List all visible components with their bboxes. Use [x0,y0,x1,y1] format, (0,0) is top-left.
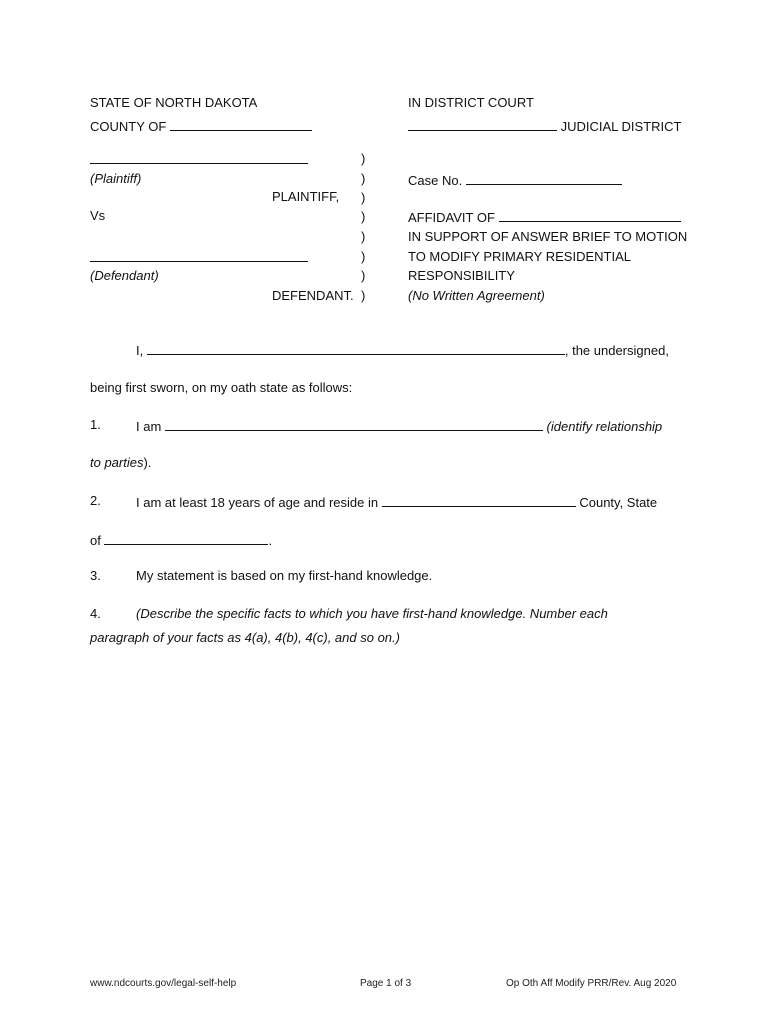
case-number-line [408,171,622,189]
sworn-statement: being first sworn, on my oath state as follows: [90,380,353,395]
paragraph-2-number: 2. [90,493,101,508]
affiant-full-name-blank[interactable] [147,341,565,355]
paragraph-1 [136,417,662,435]
county-residence-blank[interactable] [382,493,576,507]
plaintiff-label: (Plaintiff) [90,171,142,186]
paragraph-3-number: 3. [90,568,101,583]
court-heading: IN DISTRICT COURT [408,95,534,110]
affidavit-title-line3: RESPONSIBILITY [408,268,515,283]
plaintiff-name-blank[interactable] [90,150,308,164]
paragraph-2 [136,493,657,511]
caption-paren: ) [361,171,366,186]
affidavit-title-line1: IN SUPPORT OF ANSWER BRIEF TO MOTION [408,229,688,244]
paragraph-2-end: . [268,533,273,548]
paragraph-2-text: I am at least 18 years of age and reside in [136,495,379,510]
plaintiff-role: PLAINTIFF, [272,189,340,204]
defendant-label: (Defendant) [90,268,159,283]
paragraph-4-line1: (Describe the specific facts to which you have first-hand knowledge. Number each [136,606,608,621]
defendant-name-blank[interactable] [90,248,308,262]
paragraph-1-hint: (identify relationship [546,419,663,434]
paragraph-1-number: 1. [90,417,101,432]
intro-suffix: , the undersigned, [564,343,669,358]
plaintiff-name-line [90,150,308,168]
footer-page-number: Page 1 of 3 [360,978,412,989]
county-label: COUNTY OF [90,119,167,134]
versus-label: Vs [90,208,106,223]
county-blank[interactable] [170,117,312,131]
caption-paren: ) [361,288,366,303]
affidavit-of-line [408,208,681,226]
judicial-district-line [408,117,681,135]
caption-paren: ) [361,209,366,224]
county-line [90,117,312,135]
state-heading: STATE OF NORTH DAKOTA [90,95,258,110]
caption-paren: ) [361,229,366,244]
paragraph-4-number: 4. [90,606,101,621]
state-residence-blank[interactable] [104,531,268,545]
footer-form-id: Op Oth Aff Modify PRR/Rev. Aug 2020 [506,978,677,989]
judicial-district-blank[interactable] [408,117,557,131]
intro-i: I, [136,343,144,358]
case-number-blank[interactable] [466,171,622,185]
paragraph-2-suffix: County, State [579,495,658,510]
caption-paren: ) [361,249,366,264]
affiant-name-blank[interactable] [499,208,681,222]
paragraph-2-of: of [90,533,101,548]
case-number-label: Case No. [408,173,463,188]
caption-paren: ) [361,151,366,166]
paragraph-3-text: My statement is based on my first-hand knowledge. [136,568,433,583]
affidavit-title-note: (No Written Agreement) [408,288,545,303]
paragraph-1-end: ). [143,455,152,470]
affidavit-of-label: AFFIDAVIT OF [408,210,495,225]
intro-line [136,341,669,359]
defendant-name-line [90,248,308,266]
footer-url: www.ndcourts.gov/legal-self-help [90,978,237,989]
paragraph-1-cont: to parties [90,455,144,470]
relationship-blank[interactable] [165,417,543,431]
judicial-district-label: JUDICIAL DISTRICT [560,119,682,134]
caption-paren: ) [361,190,366,205]
paragraph-1-text: I am [136,419,162,434]
paragraph-1-continued [90,455,151,471]
paragraph-2-continued [90,531,272,549]
affidavit-title-line2: TO MODIFY PRIMARY RESIDENTIAL [408,249,631,264]
paragraph-4-line2: paragraph of your facts as 4(a), 4(b), 4(c), and so on.) [90,630,400,645]
defendant-role: DEFENDANT. [272,288,354,303]
caption-paren: ) [361,268,366,283]
